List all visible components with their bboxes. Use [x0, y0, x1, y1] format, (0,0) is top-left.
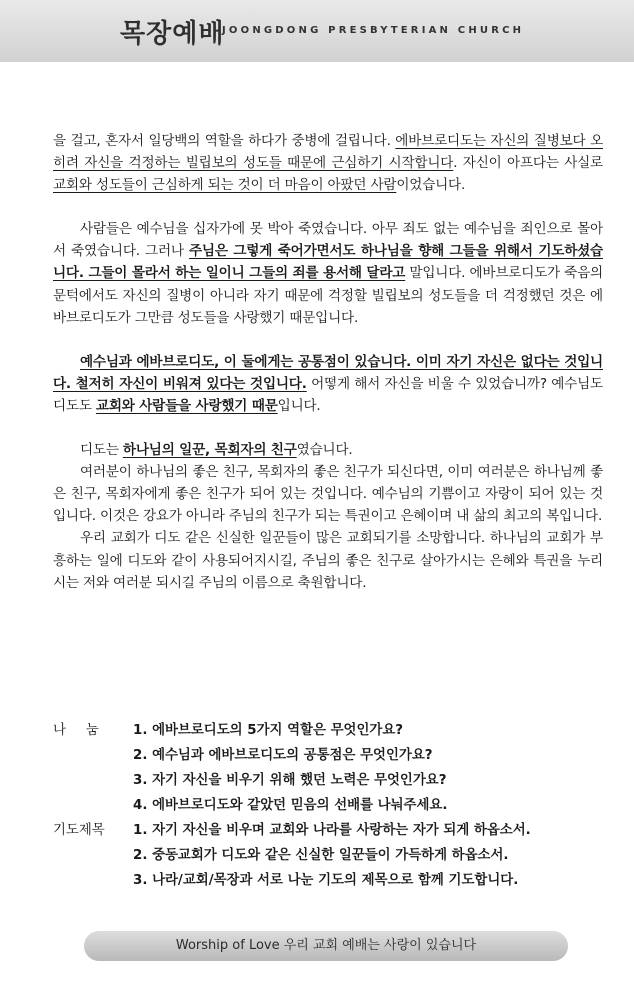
prayer-row	[53, 843, 613, 868]
p1-underline-2: 교회와 성도들이 근심하게 되는 것이 더 마음이 아팠던 사람	[53, 177, 397, 194]
share-question-3: 3. 자기 자신을 비우기 위해 했던 노력은 무엇인가요?	[133, 773, 447, 788]
paragraph-5: 여러분이 하나님의 좋은 친구, 목회자의 좋은 친구가 되신다면, 이미 여러분은 하나님께 좋은 친구, 목회자에게 좋은 친구가 되어 있는 것입니다. 예수님의 기쁨이고 자랑이 되어 있는 것입니다. 이것은 강요가 아니라 주님의 친구가 되는 특권이고 은혜이며 내 삶의 최고의 복입니다.	[53, 464, 603, 525]
share-question-4: 4. 에바브로디도와 같았던 믿음의 선배를 나눠주세요.	[133, 798, 448, 813]
prayer-topics	[53, 818, 613, 893]
p1-text-2: . 자신이 아프다는 사실로	[453, 155, 603, 172]
prayer-item-3: 3. 나라/교회/목장과 서로 나눈 기도의 제목으로 함께 기도합니다.	[133, 873, 519, 888]
share-label: 나눔	[53, 723, 119, 738]
p1-text-1: 을 걸고, 혼자서 일당백의 역할을 하다가 중병에 걸립니다.	[53, 133, 396, 149]
share-row	[53, 743, 613, 768]
paragraph-4	[53, 439, 603, 461]
sharing-questions	[53, 718, 613, 818]
prayer-item-2: 2. 중동교회가 디도와 같은 신실한 일꾼들이 가득하게 하옵소서.	[133, 848, 509, 863]
p3-text-2: 입니다.	[277, 397, 321, 414]
share-question-2: 2. 예수님과 에바브로디도의 공통점은 무엇인가요?	[133, 748, 433, 763]
p2-bold-underline: 주님은 그렇게 죽어가면서도 하나님을 향해 그들을 위해서 기도하셨습니다. 그들이 몰라서 하는 일이니 그들의 죄를 용서해 달라고	[53, 243, 603, 282]
p1-underline-1: 에바브로디도는 자신의 질병보다 오히려 자신을 걱정하는 빌립보의 성도들 때문에 근심하기 시작합니다	[53, 133, 604, 172]
p4-text-2: 였습니다.	[296, 442, 353, 459]
p2-text-1: 사람들은 예수님을 십자가에 못 박아 죽였습니다. 아무 죄도 없는 예수님을 죄인으로 몰아서 죽였습니다. 그러나	[53, 221, 603, 260]
p2-text-2: 말입니다. 에바브로디도가 죽음의 문턱에서도 자신의 질병이 아니라 자기 때문에 걱정할 빌립보의 성도들을 더 걱정했던 것은 에바브로디도가 그만큼 성도들을 사랑했기 때문입니다.	[53, 265, 603, 326]
paragraph-6: 우리 교회가 디도 같은 신실한 일꾼들이 많은 교회되기를 소망합니다. 하나님의 교회가 부흥하는 일에 디도와 같이 사용되어지시길, 주님의 좋은 친구로 살아가시는 은혜와 특권을 누리시는 저와 여러분 되시길 주님의 이름으로 축원합니다.	[53, 530, 603, 591]
prayer-row	[53, 868, 613, 893]
share-row	[53, 718, 613, 743]
share-question-1: 1. 에바브로디도의 5가지 역할은 무엇인가요?	[133, 723, 404, 738]
header-title: 목장예배	[120, 19, 225, 49]
prayer-label: 기도제목	[53, 823, 105, 838]
footer-text: Worship of Love 우리 교회 예배는 사랑이 있습니다	[175, 938, 477, 953]
paragraph-2	[53, 218, 603, 328]
p1-text-3: 이었습니다.	[396, 177, 466, 194]
paragraph-1	[53, 130, 603, 196]
share-row	[53, 793, 613, 818]
prayer-item-1: 1. 자기 자신을 비우며 교회와 나라를 사랑하는 자가 되게 하옵소서.	[133, 823, 531, 838]
share-row	[53, 768, 613, 793]
header-subtitle: JOONGDONG PRESBYTERIAN CHURCH	[222, 25, 525, 36]
p4-bold-underline: 하나님의 일꾼, 목회자의 친구	[122, 442, 297, 459]
paragraph-3	[53, 351, 603, 417]
footer-banner	[84, 931, 568, 961]
p3-text-1: 어떻게 해서 자신을 비울 수 있었습니까? 예수님도 디도도	[53, 375, 603, 414]
prayer-row	[53, 818, 613, 843]
page-header	[0, 0, 634, 62]
p3-bold-underline-2: 교회와 사람들을 사랑했기 때문	[95, 397, 278, 414]
p3-bold-underline-1: 예수님과 에바브로디도, 이 둘에게는 공통점이 있습니다. 이미 자기 자신은 없다는 것입니다. 철저히 자신이 비워져 있다는 것입니다.	[53, 353, 603, 392]
sermon-body	[53, 130, 603, 594]
p4-text-1: 디도는	[80, 442, 123, 459]
